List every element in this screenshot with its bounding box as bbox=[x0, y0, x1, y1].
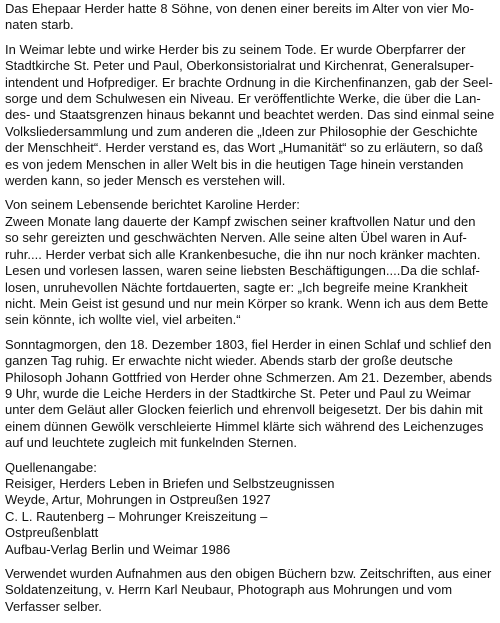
text-line: losen, unruhevollen Nächte fortdauerten, sagte er: „Ich begreife meine Krankheit bbox=[5, 279, 468, 295]
source-entry: Reisiger, Herders Leben in Briefen und Selbstzeugnissen bbox=[5, 475, 335, 491]
text-line: Soldatenzeitung, v. Herrn Karl Neubaur, Photograph aus Mohrungen und vom bbox=[5, 582, 453, 598]
text-line: Verwendet wurden Aufnahmen aus den obigen Büchern bzw. Zeitschriften, aus einer bbox=[5, 566, 492, 581]
text-line: es von jedem Menschen in aller Welt bis in die heutigen Tage hinein verstanden bbox=[5, 156, 464, 172]
text-line: einem dünnen Gewölk verschleierte Himmel klärte sich während des Leichenzuges bbox=[5, 418, 484, 434]
text-line: Philosoph Johann Gottfried von Herder ohne Schmerzen. Am 21. Dezember, abends bbox=[5, 369, 493, 385]
text-line: auf und leuchtete zugleich mit funkelnden Sternen. bbox=[5, 435, 297, 451]
source-entry: Weyde, Artur, Mohrungen in Ostpreußen 1927 bbox=[5, 492, 271, 508]
paragraph-sources bbox=[5, 460, 496, 558]
source-entry: Aufbau-Verlag Berlin und Weimar 1986 bbox=[5, 541, 231, 557]
text-line: Lesen und vorlesen lassen, waren seine liebsten Beschäftigungen....Da die schlaf- bbox=[5, 263, 480, 279]
paragraph-weimar bbox=[5, 42, 496, 190]
text-line: Volksliedersammlung und zum anderen die „Ideen zur Philosophie der Geschichte bbox=[5, 123, 478, 139]
sources-heading: Quellenangabe: bbox=[5, 459, 97, 475]
text-line: ganzen Tag ruhig. Er erwachte nicht wieder. Abends starb der große deutsche bbox=[5, 353, 453, 369]
text-line: Stadtkirche St. Peter und Paul, Oberkonsistorialrat und Kirchenrat, Generalsuper- bbox=[5, 58, 474, 74]
paragraph-karoline bbox=[5, 197, 496, 328]
document-page bbox=[5, 1, 496, 623]
text-line: Sonntagmorgen, den 18. Dezember 1803, fiel Herder in einen Schlaf und schlief den bbox=[5, 336, 492, 352]
text-line: unter dem Geläut aller Glocken feierlich und ehrenvoll beigesetzt. Der bis dahin mit bbox=[5, 402, 483, 418]
paragraph-sons bbox=[5, 1, 496, 34]
text-line: In Weimar lebte und wirke Herder bis zu seinem Tode. Er wurde Oberpfarrer der bbox=[5, 41, 466, 57]
source-entry: C. L. Rautenberg – Mohrunger Kreiszeitung – bbox=[5, 508, 268, 524]
text-line: der Menschheit“. Herder verstand es, das Wort „Humanität“ so zu erläutern, so daß bbox=[5, 140, 484, 156]
text-line: intendent und Hofprediger. Er brachte Ordnung in die Kirchenfinanzen, gab der Seel- bbox=[5, 74, 493, 90]
text-line: des- und Staatsgrenzen hinaus bekannt und beachtet werden. Das sind einmal seine bbox=[5, 107, 495, 123]
text-line: werden kann, so jeder Mensch es verstehen will. bbox=[5, 173, 286, 189]
text-line: Verfasser selber. bbox=[5, 598, 102, 614]
text-line: naten starb. bbox=[5, 17, 74, 33]
text-line: nicht. Mein Geist ist gesund und nur mein Körper so krank. Wenn ich aus dem Bette bbox=[5, 295, 489, 311]
paragraph-photo-credits bbox=[5, 566, 496, 615]
text-line: ruhr.... Herder verbat sich alle Krankenbesuche, die ihn nur noch kränker machten. bbox=[5, 246, 481, 262]
paragraph-death bbox=[5, 337, 496, 452]
text-line: Zween Monate lang dauerte der Kampf zwischen seiner kraftvollen Natur und den bbox=[5, 213, 476, 229]
text-line: Das Ehepaar Herder hatte 8 Söhne, von denen einer bereits im Alter von vier Mo- bbox=[5, 1, 474, 16]
text-line: Von seinem Lebensende berichtet Karoline Herder: bbox=[5, 197, 300, 213]
source-entry: Ostpreußenblatt bbox=[5, 525, 99, 541]
text-line: so sehr gereizten und geschwächten Nerven. Alle seine alten Übel waren in Auf- bbox=[5, 230, 467, 246]
text-line: sorge und dem Schulwesen ein Niveau. Er veröffentlichte Werke, die über die Lan- bbox=[5, 91, 481, 107]
text-line: sein könnte, ich wollte viel, viel arbeiten.“ bbox=[5, 312, 241, 328]
text-line: 9 Uhr, wurde die Leiche Herders in der Stadtkirche St. Peter und Paul zu Weimar bbox=[5, 385, 471, 401]
